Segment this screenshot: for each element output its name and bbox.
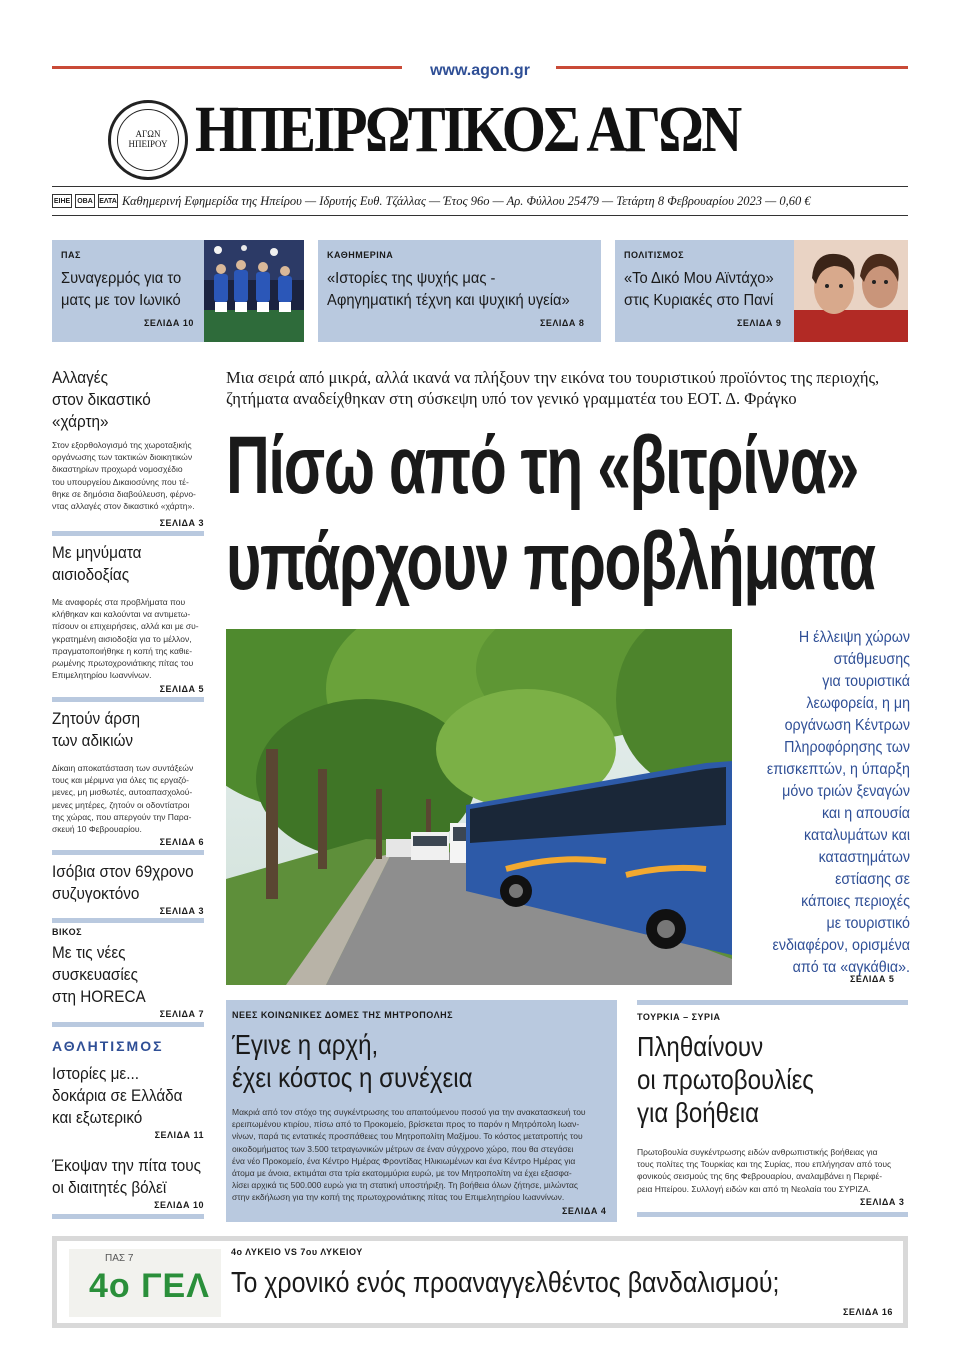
promo-page: ΣΕΛΙΔΑ 8 (540, 318, 585, 328)
metropolis-page: ΣΕΛΙΔΑ 4 (562, 1206, 607, 1216)
bottom-title: Το χρονικό ενός προαναγγελθέντος βανδαλισμού; (231, 1267, 780, 1299)
eihe-logo-icon: ΕΙΗΕ (52, 194, 72, 208)
lead-page: ΣΕΛΙΔΑ 5 (850, 974, 895, 984)
side-page-courts: ΣΕΛΙΔΑ 3 (159, 518, 204, 528)
film-still-photo (794, 240, 908, 342)
turkey-category: ΤΟΥΡΚΙΑ – ΣΥΡΙΑ (637, 1012, 721, 1022)
sports-page-referees: ΣΕΛΙΔΑ 10 (154, 1200, 204, 1210)
football-photo (204, 240, 304, 342)
site-url[interactable]: www.agon.gr (430, 62, 530, 79)
bar-icons (52, 194, 122, 208)
oba-logo-icon: ΟΒΑ (75, 194, 95, 208)
side-category-vikos: ΒΙΚΟΣ (52, 927, 82, 937)
side-page-injustice: ΣΕΛΙΔΑ 6 (159, 837, 204, 847)
side-page-life-sentence: ΣΕΛΙΔΑ 3 (159, 906, 204, 916)
side-divider (52, 1022, 204, 1027)
side-divider (52, 697, 204, 702)
graffiti-text: 4ο ΓΕΛ (89, 1267, 210, 1305)
tour-buses-photo (226, 629, 732, 985)
promo-page: ΣΕΛΙΔΑ 10 (144, 318, 194, 328)
metropolis-title: Έγινε η αρχή, έχει κόστος η συνέχεια (232, 1029, 473, 1093)
promo-category: ΠΑΣ (61, 250, 81, 260)
side-page-optimism: ΣΕΛΙΔΑ 5 (159, 684, 204, 694)
edition-info: Καθημερινή Εφημερίδα της Ηπείρου — Ιδρυτής Ευθ. Τζάλλας — Έτος 96ο — Αρ. Φύλλου 25479 — Τετάρτη 8 Φεβρουαρίου 2023 — 0,60 € (122, 193, 811, 208)
lead-headline[interactable]: Πίσω από τη «βιτρίνα» υπάρχουν προβλήματα (226, 420, 875, 607)
promo-category: ΠΟΛΙΤΙΣΜΟΣ (624, 250, 685, 260)
seal-text: ΑΓΩΝ ΗΠΕΙΡΟΥ (117, 109, 179, 171)
side-title-optimism[interactable]: Με μηνύματα αισιοδοξίας (52, 543, 142, 584)
promo-title: Συναγερμός για το ματς με τον Ιωνικό (61, 270, 182, 309)
side-body-injustice: Δίκαιη αποκατάσταση των συντάξεών τους και μέριμνα για όλες τις εργαζό- μενες, μη μισθωτές, αυτοαπασχολού- μενες μητέρες, ζητούν οι οδοντίατροι της χώρας, που απεργούν την Παρα- σκευή 10 Φεβρουαρίου. (52, 763, 194, 835)
side-title-vikos[interactable]: Με τις νέες συσκευασίες στη HORECA (52, 943, 146, 1006)
side-page-vikos: ΣΕΛΙΔΑ 7 (159, 1009, 204, 1019)
side-body-courts: Στον εξορθολογισμό της χωροταξικής οργάνωσης των τακτικών διοικητικών δικαστηρίων προχωρά νομοσχέδιο του υπουργείου Δικαιοσύνης που τέ- θηκε σε δημόσια διαβούλευση, φέρνο- ντας αλλαγές στον δικαστικό «χάρτη». (52, 440, 196, 512)
turkey-page: ΣΕΛΙΔΑ 3 (860, 1197, 905, 1207)
bottom-banner[interactable] (52, 1236, 908, 1328)
graffiti-small: ΠΑΣ 7 (105, 1253, 134, 1264)
info-bar (52, 186, 908, 216)
masthead-seal (108, 100, 188, 180)
elta-logo-icon: ΕΛΤΑ (98, 194, 118, 208)
promo-category: ΚΑΘΗΜΕΡΙΝΑ (327, 250, 394, 260)
lead-kicker: Μια σειρά από μικρά, αλλά ικανά να πλήξουν την εικόνα του τουριστικού προϊόντος της περιοχής, ζητήματα αναδείχθηκαν στη σύσκεψη υπό τον γενικό γραμματέα του ΕΟΤ. Δ. Φράγκο (226, 368, 880, 408)
sports-title-goalposts[interactable]: Ιστορίες με... δοκάρια σε Ελλάδα και εξωτερικό (52, 1064, 183, 1127)
sports-heading: ΑΘΛΗΤΙΣΜΟΣ (52, 1038, 164, 1054)
bottom-category: 4ο ΛΥΚΕΙΟ VS 7ου ΛΥΚΕΙΟΥ (231, 1247, 363, 1257)
side-title-courts[interactable]: Αλλαγές στον δικαστικό «χάρτη» (52, 368, 151, 431)
promo-politismos[interactable] (615, 240, 908, 342)
lead-photo-caption: Η έλλειψη χώρων στάθμευσης για τουριστικά λεωφορεία, η μη οργάνωση Κέντρων Πληροφόρησης των επισκεπτών, η ύπαρξη μόνο τριών ξεναγών και η απουσία καταλυμάτων και καταστημάτων εστίασης σε κάποιες περιοχές με τουριστικό ενδιαφέρον, ορισμένα από τα «αγκάθια». (766, 629, 910, 976)
turkey-bottom-rule (637, 1212, 908, 1217)
promo-kathimerina[interactable] (318, 240, 601, 342)
sports-title-referees[interactable]: Έκοψαν την πίτα τους οι διαιτητές βόλεϊ (52, 1156, 202, 1197)
promo-title: «Ιστορίες της ψυχής μας - Αφηγηματική τέχνη και ψυχική υγεία» (327, 270, 570, 309)
sports-page-goalposts: ΣΕΛΙΔΑ 11 (154, 1130, 204, 1140)
side-title-injustice[interactable]: Ζητούν άρση των αδικιών (52, 709, 140, 750)
turkey-body: Πρωτοβουλία συγκέντρωσης ειδών ανθρωπιστικής βοήθειας για τους πολίτες της Τουρκίας και της Συρίας, που επλήγησαν από τους φονικούς σεισμούς της 6ης Φεβρουαρίου, αναλαμβάνει η Περιφέ- ρεια Ηπείρου. Συλλογή ειδών και από τη Νεολαία του ΣΥΡΙΖΑ. (637, 1147, 892, 1194)
side-title-life-sentence[interactable]: Ισόβια στον 69χρονο συζυγοκτόνο (52, 862, 194, 903)
metropolis-box[interactable] (226, 1000, 617, 1222)
promo-page: ΣΕΛΙΔΑ 9 (737, 318, 782, 328)
graffiti-photo (69, 1249, 221, 1317)
side-divider (52, 1214, 204, 1219)
turkey-title[interactable]: Πληθαίνουν οι πρωτοβουλίες για βοήθεια (637, 1031, 814, 1128)
bottom-page: ΣΕΛΙΔΑ 16 (843, 1307, 893, 1317)
promo-title: «Το Δικό Μου Αϊντάχο» στις Κυριακές στο Πανί (624, 270, 774, 309)
side-divider (52, 531, 204, 536)
side-divider (52, 850, 204, 855)
turkey-top-rule (637, 1000, 908, 1005)
metropolis-body: Μακριά από τον στόχο της συγκέντρωσης του απαιτούμενου ποσού για την ανακατασκευή του ερειπωμένου κτιρίου, πίσω από το Προκομείο, βρίσκεται προς το παρόν η Μητρόπολη Ιωαν- νίνων, παρά τις εντατικές προσπάθειες του Μητροπολίτη Μαξίμου. Το κόστος μετατροπής του οικοδομήματος των 3.500 τετραγωνικών μέτρων σε έναν σύγχρονο χώρο, που θα στεγάσει ένα νέο Προκομείο, ένα Κέντρο Ημέρας Φροντίδας Ηλικιωμένων και ένα Κέντρο Ημέρας για άτομα με άνοια, εκτιμάται στα τρία εκατομμύρια ευρώ, με τον Μητροπολίτη να έχει εξασφα- λίσει αρχικά τις 500.000 ευρώ για τη στατική υποστήριξη. Τη βοήθεια όλων ζήτησε, μιλώντας στην εκδήλωση για την κοπή της πρωτοχρονιάτικης πίτας του Επιμελητηρίου Ιωαννίνων. (232, 1107, 586, 1203)
masthead-title: ΗΠΕΙΡΩΤΙΚΟΣ ΑΓΩΝ (195, 93, 740, 166)
metropolis-category: ΝΕΕΣ ΚΟΙΝΩΝΙΚΕΣ ΔΟΜΕΣ ΤΗΣ ΜΗΤΡΟΠΟΛΗΣ (232, 1010, 453, 1020)
side-divider (52, 918, 204, 923)
promo-pas[interactable] (52, 240, 304, 342)
side-body-optimism: Με αναφορές στα προβλήματα που κλήθηκαν και καλούνται να αντιμετω- πίσουν οι επιχειρήσεις, αλλά και με συ- γκρατημένη αισιοδοξία για το μέλλον, πραγματοποιήθηκε η κοπή της καθιε- ρωμένης πρωτοχρονιάτικης πίτας του Επιμελητηρίου Ιωαννίνων. (52, 597, 199, 681)
